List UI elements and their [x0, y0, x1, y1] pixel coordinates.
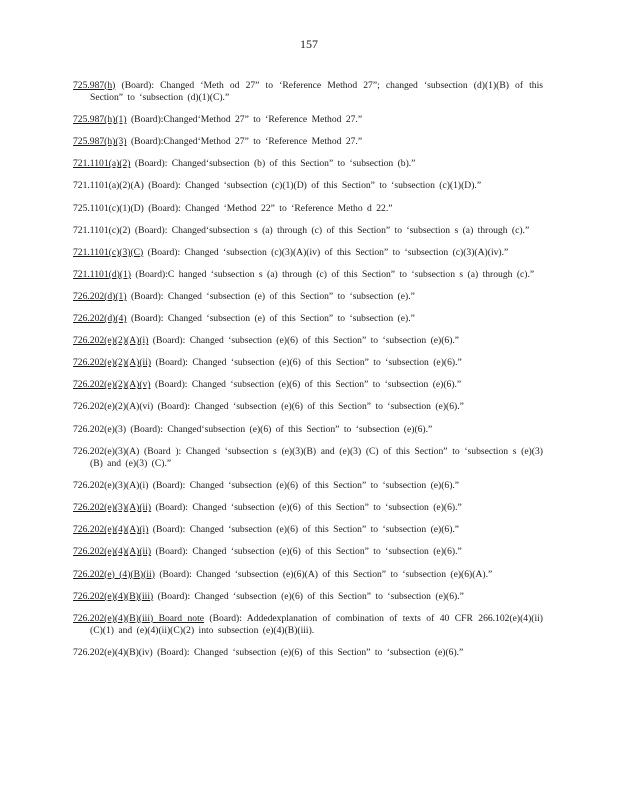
section-citation: 721.1101(c)(2)	[73, 224, 131, 236]
list-item	[73, 114, 543, 127]
change-description: (Board): Changed ‘subsection (e) of this Section” to ‘subsection (e).”	[130, 313, 415, 325]
change-description: (Board): Changed ‘subsection (c)(3)(A)(iv) of this Section” to ‘subsection (c)(3)(A)(iv).”	[147, 246, 509, 258]
section-citation: 725.987(h)(3)	[73, 136, 127, 148]
list-item	[73, 136, 543, 149]
list-item	[73, 546, 543, 559]
change-description: (Board): Changed ‘subsection (e)(6) of this Section” to ‘subsection (e)(6).”	[152, 480, 460, 492]
change-description: (Board): Changed ‘subsection (e)(6) of this Section” to ‘subsection (e)(6).”	[157, 401, 464, 413]
list-item	[73, 591, 543, 604]
change-description: (Board): Changed‘subsection (b) of this Section” to ‘subsection (b).”	[134, 158, 416, 170]
list-item	[73, 158, 543, 171]
section-citation: 721.1101(a)(2)	[73, 158, 131, 170]
list-item	[73, 502, 543, 515]
list-item	[73, 569, 543, 582]
change-description: (Board): Addedexplanation of combination of texts of 40 CFR 266.102(e)(4)(ii)(C)(1) and (e)(4)(ii)(C)(2) into subsection (e)(4)(B)(iii).	[90, 612, 544, 637]
section-citation: 721.1101(c)(3)(C)	[73, 246, 144, 258]
section-citation: 726.202(e)(3)	[73, 423, 127, 435]
section-citation: 726.202(e)(2)(A)(v)	[73, 379, 151, 391]
list-item	[73, 203, 543, 216]
section-citation: 726.202(d)(1)	[73, 290, 127, 302]
change-description: (Board): Changed‘subsection (e)(6) of this Section” to ‘subsection (e)(6).”	[130, 423, 433, 435]
section-citation: 721.1101(d)(1)	[73, 268, 131, 280]
section-citation: 726.202(e)(3)(A)(i)	[73, 480, 149, 492]
list-item	[73, 613, 543, 638]
list-item	[73, 291, 543, 304]
section-citation: 726.202(e)(3)(A)(ii)	[73, 502, 152, 514]
section-citation: 726.202(e)(2)(A)(ii)	[73, 357, 152, 369]
change-description: (Board): Changed ‘subsection (e)(6) of this Section” to ‘subsection (e)(6).”	[154, 379, 462, 391]
section-citation: 725.987(h)	[73, 79, 116, 91]
change-description: (Board): Changed ‘subsection (e)(6) of this Section” to ‘subsection (e)(6).”	[155, 502, 462, 514]
change-description: (Board): Changed ‘subsection (e)(6) of this Section” to ‘subsection (e)(6).”	[155, 357, 462, 369]
change-description: (Board): Changed ‘subsection (e) of this Section” to ‘subsection (e).”	[130, 290, 415, 302]
change-description: (Board ): Changed ‘subsection s (e)(3)(B) and (e)(3) (C) of this Section” to ‘subsection s (e)(3)(B) and (e)(3) (C).”	[90, 445, 543, 470]
list-item	[73, 379, 543, 392]
change-description: (Board): Changed ‘subsection (e)(6) of this Section” to ‘subsection (e)(6).”	[157, 647, 464, 659]
list-item	[73, 424, 543, 437]
change-description: (Board): Changed ‘subsection (c)(1)(D) of this Section” to ‘subsection (c)(1)(D).”	[148, 180, 482, 192]
list-item	[73, 401, 543, 414]
change-description: (Board): Changed ‘subsection (e)(6)(A) of this Section” to ‘subsection (e)(6)(A).”	[159, 568, 493, 580]
change-description: (Board): Changed ‘subsection (e)(6) of this Section” to ‘subsection (e)(6).”	[155, 546, 462, 558]
list-item	[73, 80, 543, 105]
list-item	[73, 524, 543, 537]
section-citation: 725.1101(c)(1)(D)	[73, 202, 144, 214]
change-description: (Board): Changed ‘Meth od 27” to ‘Reference Method 27”; changed ‘subsection (d)(1)(B) of this Section” to ‘subsection (d)(1)(C).”	[90, 79, 543, 104]
list-item	[73, 647, 543, 660]
section-citation: 726.202(e)(4)(B)(iv)	[73, 647, 153, 659]
entry-list	[73, 70, 543, 667]
change-description: (Board): Changed ‘subsection (e)(6) of this Section” to ‘subsection (e)(6).”	[157, 590, 464, 602]
section-citation: 725.987(h)(1)	[73, 114, 127, 126]
list-item	[73, 225, 543, 238]
change-description: (Board): Changed ‘subsection (e)(6) of this Section” to ‘subsection (e)(6).”	[152, 524, 460, 536]
change-description: (Board): Changed ‘subsection (e)(6) of this Section” to ‘subsection (e)(6).”	[152, 335, 460, 347]
section-citation: 726.202(e)(2)(A)(i)	[73, 335, 149, 347]
section-citation: 726.202(e)(4)(A)(ii)	[73, 546, 152, 558]
change-description: (Board): Changed‘subsection s (a) through (c) of this Section” to ‘subsection s (a) through (c).”	[134, 224, 530, 236]
list-item	[73, 335, 543, 348]
list-item	[73, 180, 543, 193]
list-item	[73, 480, 543, 493]
list-item	[73, 269, 543, 282]
section-citation: 726.202(e) (4)(B)(ii)	[73, 568, 155, 580]
list-item	[73, 357, 543, 370]
section-citation: 726.202(e)(2)(A)(vi)	[73, 401, 154, 413]
section-citation: 726.202(e)(4)(B)(iii) Board note	[73, 612, 204, 624]
change-description: (Board): Changed ‘Method 22” to ‘Reference Metho d 22.”	[148, 202, 393, 214]
section-citation: 726.202(e)(4)(A)(i)	[73, 524, 149, 536]
section-citation: 726.202(e)(4)(B)(iii)	[73, 590, 154, 602]
list-item	[73, 446, 543, 471]
section-citation: 721.1101(a)(2)(A)	[73, 180, 144, 192]
change-description: (Board):C hanged ‘subsection s (a) through (c) of this Section” to ‘subsection s (a) through (c).”	[135, 268, 535, 280]
section-citation: 726.202(d)(4)	[73, 313, 127, 325]
page-number: 157	[300, 37, 318, 51]
change-description: (Board):Changed‘Method 27” to ‘Reference Method 27.”	[130, 136, 363, 148]
list-item	[73, 313, 543, 326]
list-item	[73, 247, 543, 260]
section-citation: 726.202(e)(3)(A)	[73, 445, 140, 457]
change-description: (Board):Changed‘Method 27” to ‘Reference Method 27.”	[130, 114, 363, 126]
